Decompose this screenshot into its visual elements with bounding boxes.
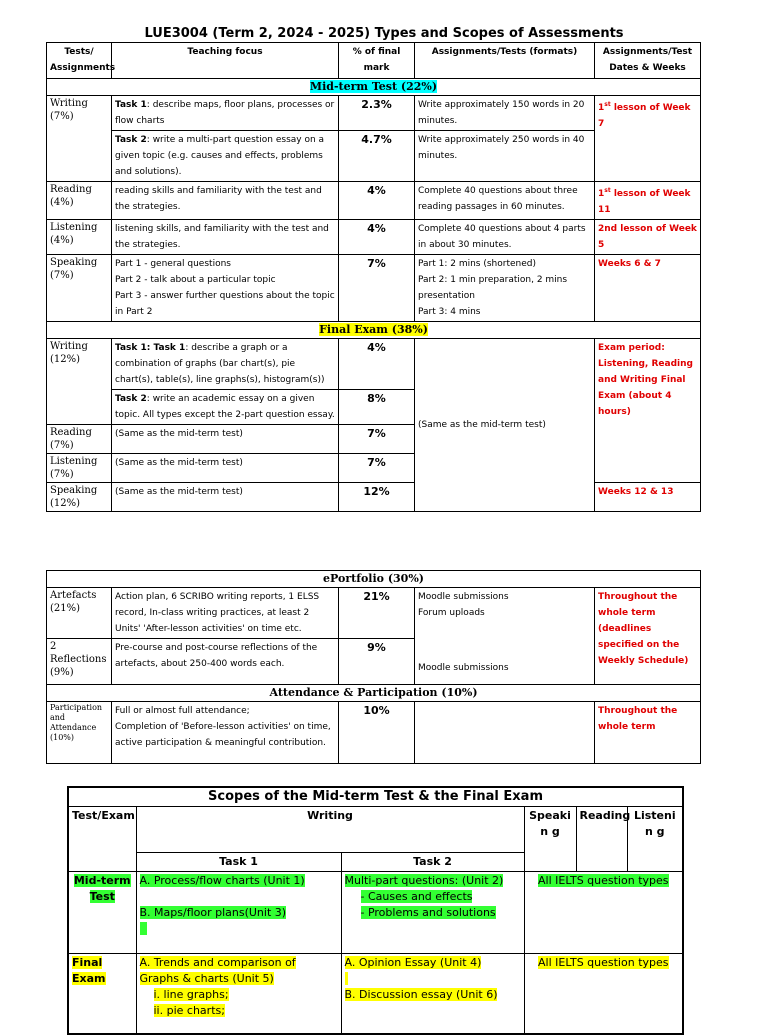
speaking-part2: Part 2 - talk about a particular topic [115,275,276,285]
attendance-pct: 10% [339,702,415,764]
final-writing-task2 [112,390,339,425]
scopes-final-label [68,954,136,1034]
scopes-midterm-other [524,872,683,954]
midterm-writing-task1-pct: 2.3% [339,96,415,131]
header-focus: Teaching focus [112,43,339,79]
final-task1-i: i. line graphs; [153,988,229,1001]
final-writing-task1-pct: 4% [339,339,415,390]
mid-task2-item2: - Problems and solutions [360,906,496,919]
midterm-writing-task2 [112,131,339,182]
final-task2-lead: Task 2 [115,394,147,404]
reflections-pct: 9% [339,639,415,685]
midterm-writing-task1-format: Write approximately 150 words in 20 minutes. [415,96,595,131]
final-writing-task2-pct: 8% [339,390,415,425]
final-title: Final Exam (38%) [319,323,428,336]
midterm-reading-focus: reading skills and familiarity with the test and the strategies. [112,182,339,220]
header-formats: Assignments/Tests (formats) [415,43,595,79]
midterm-speaking-pct: 7% [339,255,415,322]
scopes-midterm-label [68,872,136,954]
midterm-speaking-label: Speaking (7%) [47,255,112,322]
mid-task1-a [140,873,338,889]
scopes-header-task2: Task 2 [341,853,524,872]
final-speaking-focus: (Same as the mid-term test) [112,483,339,512]
scopes-final-other [524,954,683,1034]
final-format: (Same as the mid-term test) [415,339,595,512]
final-reading-label: Reading (7%) [47,425,112,454]
scopes-header-writing: Writing [136,807,524,853]
final-writing-task1 [112,339,339,390]
mid-task1-mark [140,921,338,937]
midterm-listening-label: Listening (4%) [47,220,112,255]
scopes-header-speaking: Speakin g [524,807,576,872]
midterm-writing-task2-format: Write approximately 250 words in 40 minutes. [415,131,595,182]
task1-lead: Task 1 [115,100,147,110]
scopes-midterm-task2 [341,872,524,954]
task2-text: : write a multi-part question essay on a given topic (e.g. causes and effects, problems and solutions). [115,135,325,177]
midterm-title: Mid-term Test (22%) [309,80,438,93]
final-task2-b: B. Discussion essay (Unit 6) [344,988,498,1001]
final-reading-focus: (Same as the mid-term test) [112,425,339,454]
scopes-final-task1 [136,954,341,1034]
artefacts-fmt1: Moodle submissions [418,592,509,602]
mid-task1-b [140,905,338,921]
midterm-speaking-format [415,255,595,322]
midterm-speaking-focus [112,255,339,322]
midterm-listening-date: 2nd lesson of Week 5 [595,220,701,255]
scopes-title: Scopes of the Mid-term Test & the Final Exam [68,787,683,807]
final-speaking-date: Weeks 12 & 13 [595,483,701,512]
header-dates: Assignments/Test Dates & Weeks [595,43,701,79]
midterm-section-header [47,79,701,96]
final-task1-a: A. Trends and comparison of Graphs & charts (Unit 5) [139,956,296,985]
speaking-part3: Part 3 - answer further questions about the topic in Part 2 [115,291,335,317]
final-task2-a: A. Opinion Essay (Unit 4) [344,956,482,969]
eportfolio-table [46,570,701,764]
final-task1-lead: Task 1: Task 1 [115,343,186,353]
final-speaking-pct: 12% [339,483,415,512]
scopes-midterm-task1 [136,872,341,954]
final-section-header [47,322,701,339]
final-listening-focus: (Same as the mid-term test) [112,454,339,483]
header-pct: % of final mark [339,43,415,79]
artefacts-pct: 21% [339,588,415,639]
speaking-part1: Part 1 - general questions [115,259,231,269]
task1-text: : describe maps, floor plans, processes or flow charts [115,100,335,126]
midterm-listening-focus: listening skills, and familiarity with the test and the strategies. [112,220,339,255]
reflections-label: 2 Reflections (9%) [47,639,112,685]
speaking-fmt3: Part 3: 4 mins [418,307,481,317]
final-listening-label: Listening (7%) [47,454,112,483]
final-other-text: All IELTS question types [538,956,669,969]
final-writing-date: Exam period: Listening, Reading and Writing Final Exam (about 4 hours) [595,339,701,483]
artefacts-fmt2: Forum uploads [418,608,485,618]
final-listening-pct: 7% [339,454,415,483]
midterm-writing-date: 1st lesson of Week 7 [595,96,701,182]
assessment-table [46,42,701,512]
attendance-label: Participation and Attendance (10%) [47,702,112,764]
midterm-reading-format: Complete 40 questions about three reading passages in 60 minutes. [415,182,595,220]
final-speaking-label: Speaking (12%) [47,483,112,512]
final-task2-text: : write an academic essay on a given topic. All types except the 2-part question essay. [115,394,335,420]
final-task1-ii: ii. pie charts; [153,1004,225,1017]
eportfolio-date: Throughout the whole term (deadlines specified on the Weekly Schedule) [595,588,701,685]
scopes-header-reading: Reading [576,807,627,872]
reflections-focus: Pre-course and post-course reflections of the artefacts, about 250-400 words each. [112,639,339,685]
reflections-format: Moodle submissions [415,639,595,685]
mid-other-text: All IELTS question types [538,874,669,887]
midterm-reading-pct: 4% [339,182,415,220]
artefacts-focus: Action plan, 6 SCRIBO writing reports, 1 ELSS record, In-class writing practices, at least 2 Units' 'After-lesson activities' on time etc. [112,588,339,639]
final-writing-label: Writing (12%) [47,339,112,425]
attendance-focus2: Completion of 'Before-lesson activities' on time, active participation & meaningful contribution. [115,722,331,748]
final-label-text: Final Exam [72,956,106,985]
attendance-focus [112,702,339,764]
midterm-reading-date: 1st lesson of Week 11 [595,182,701,220]
mid-task1-a-text: A. Process/flow charts (Unit 1) [139,874,305,887]
midterm-writing-task1 [112,96,339,131]
midterm-speaking-date: Weeks 6 & 7 [595,255,701,322]
scopes-header-test: Test/Exam [68,807,136,872]
document-title: LUE3004 (Term 2, 2024 - 2025) Types and Scopes of Assessments [144,26,624,41]
header-tests: Tests/ Assignments [47,43,112,79]
scopes-final-task2 [341,954,524,1034]
scopes-header-listening: Listenin g [627,807,683,872]
final-task1-text: : describe a graph or a combination of graphs (bar chart(s), pie chart(s), table(s), line graphs(s), histogram(s)) [115,343,325,385]
mid-task2-item1: - Causes and effects [360,890,473,903]
artefacts-label: Artefacts (21%) [47,588,112,639]
final-reading-pct: 7% [339,425,415,454]
midterm-reading-label: Reading (4%) [47,182,112,220]
midterm-label-text: Mid-term Test [73,874,131,903]
midterm-listening-pct: 4% [339,220,415,255]
midterm-listening-format: Complete 40 questions about 4 parts in about 30 minutes. [415,220,595,255]
scopes-table [67,786,684,1035]
artefacts-format [415,588,595,639]
attendance-title: Attendance & Participation (10%) [47,685,701,702]
task2-lead: Task 2 [115,135,147,145]
attendance-format [415,702,595,764]
speaking-fmt1: Part 1: 2 mins (shortened) [418,259,536,269]
midterm-writing-task2-pct: 4.7% [339,131,415,182]
speaking-fmt2: Part 2: 1 min preparation, 2 mins presentation [418,275,568,301]
mid-task2-head: Multi-part questions: (Unit 2) [344,874,504,887]
midterm-writing-label: Writing (7%) [47,96,112,182]
mid-task1-b-text: B. Maps/floor plans(Unit 3) [139,906,287,919]
attendance-date: Throughout the whole term [595,702,701,764]
scopes-header-task1: Task 1 [136,853,341,872]
attendance-focus1: Full or almost full attendance; [115,706,250,716]
eportfolio-title: ePortfolio (30%) [47,571,701,588]
